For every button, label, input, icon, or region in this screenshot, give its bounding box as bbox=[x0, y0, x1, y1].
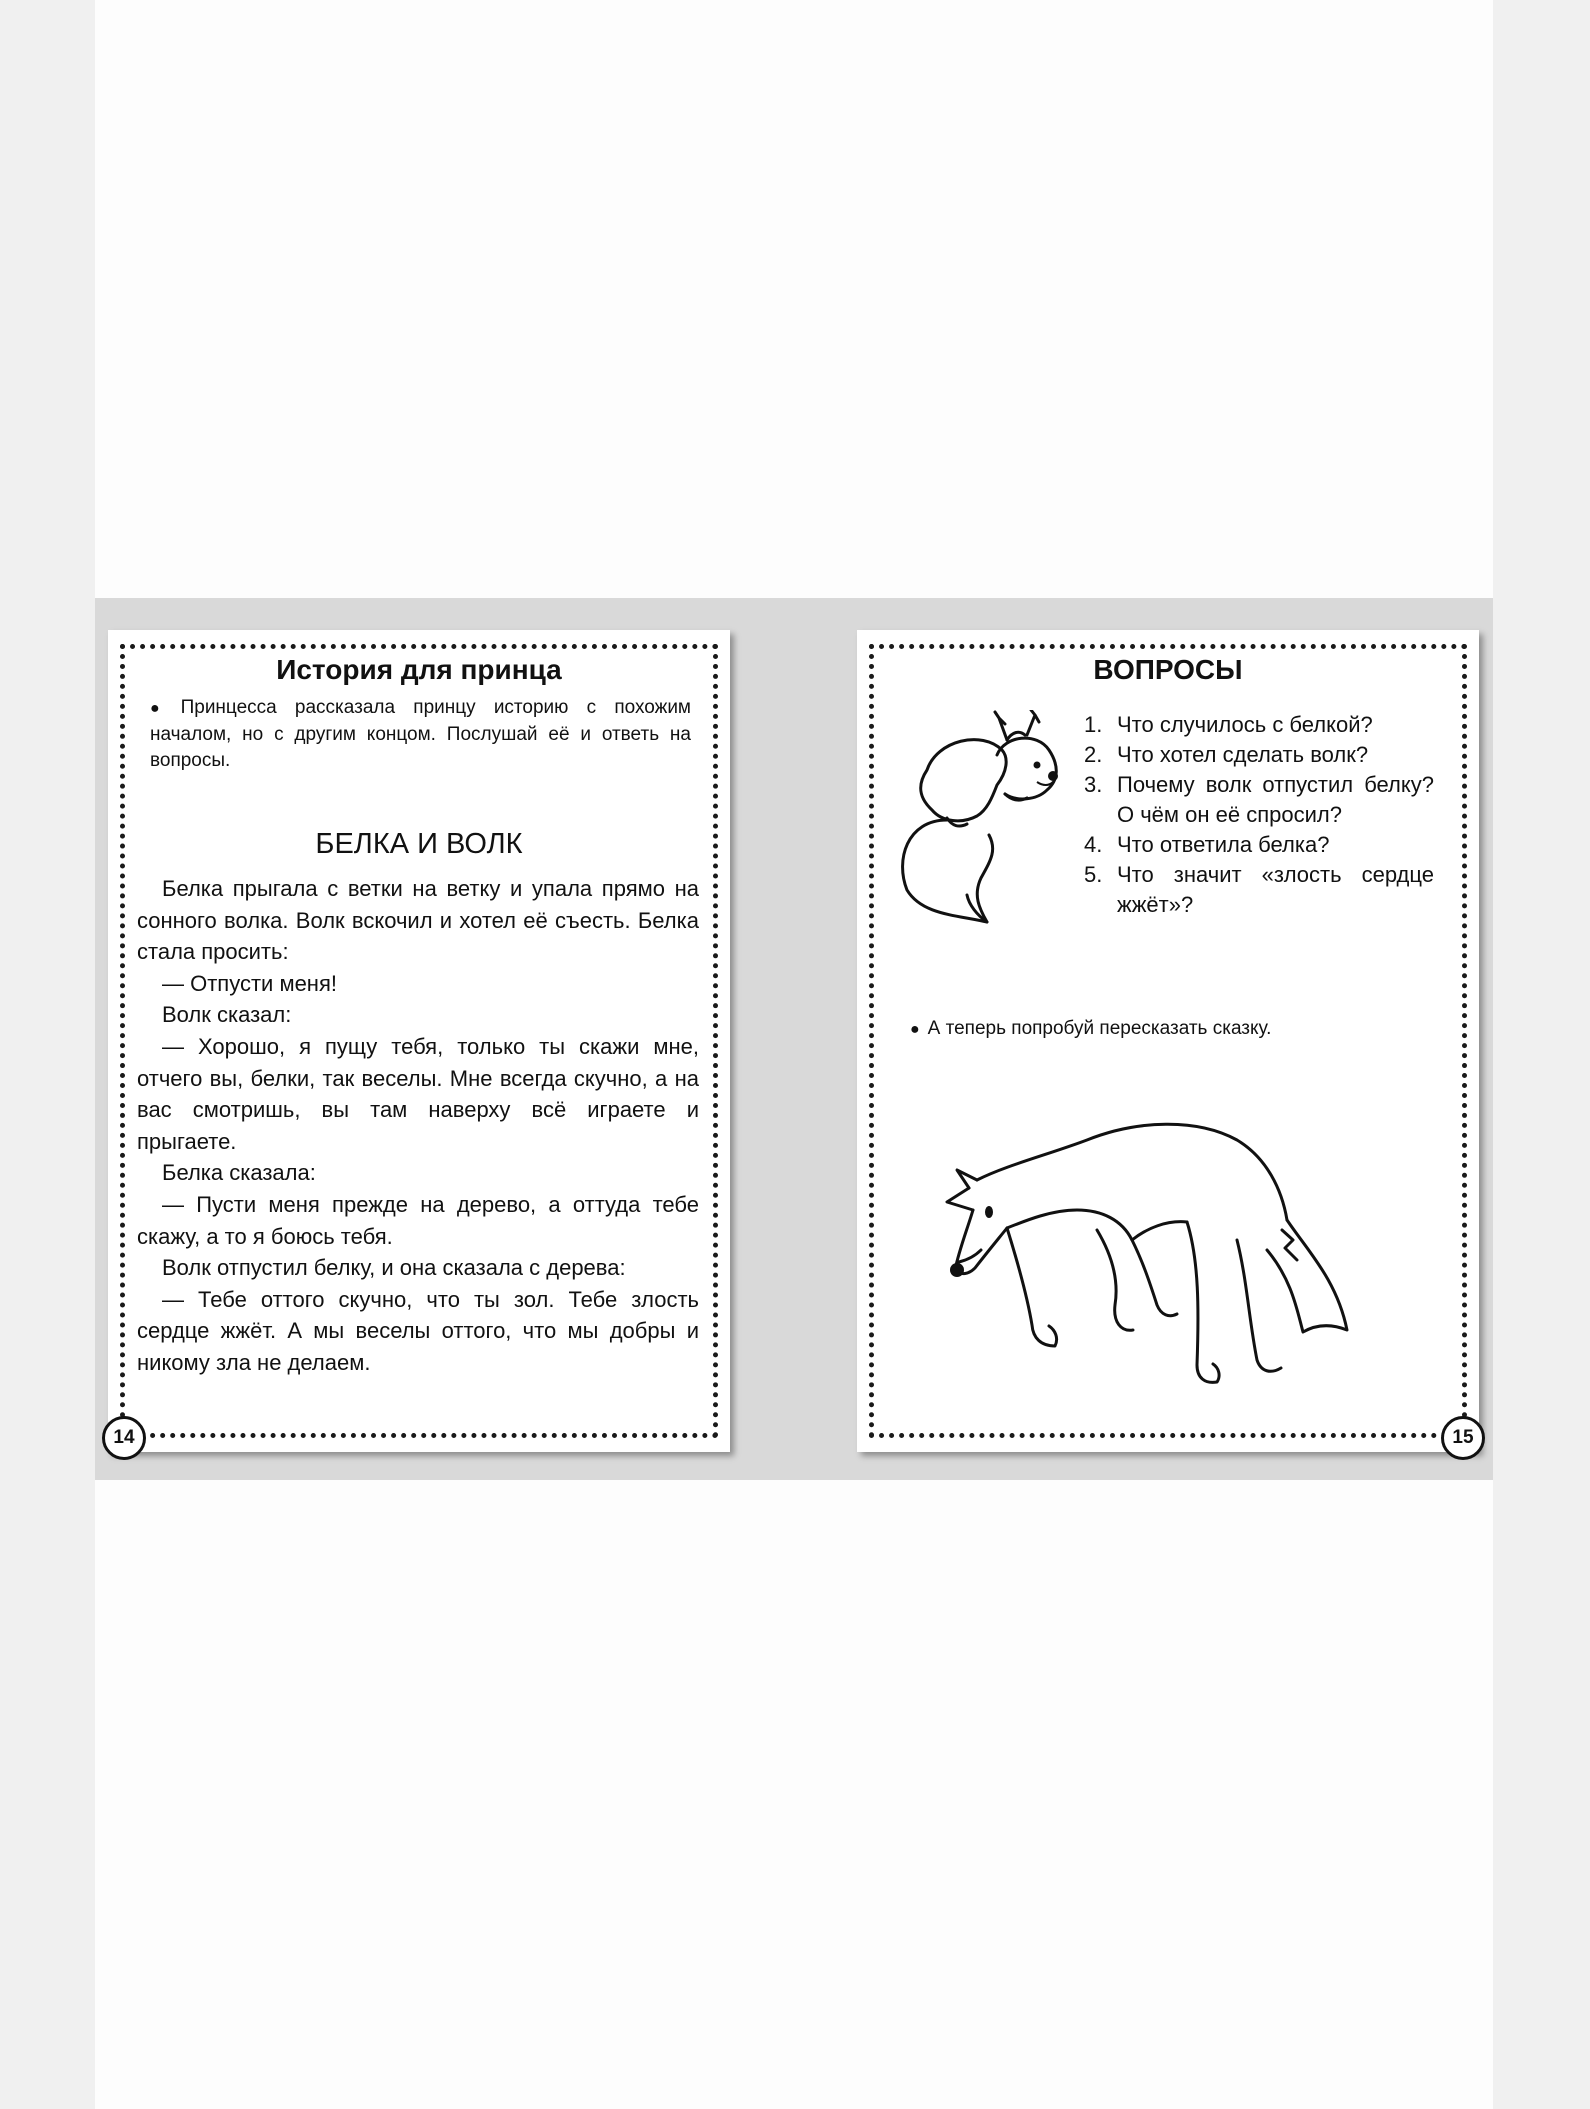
story-paragraph: Волк сказал: bbox=[162, 1002, 292, 1028]
story-paragraph: — Хорошо, я пущу тебя, только ты скажи мне, отчего вы, белки, так веселы. Мне всегда скучно, а на вас смотришь, вы там наверху всё играете и прыгаете. bbox=[137, 1033, 699, 1154]
intro-instruction bbox=[150, 695, 691, 774]
question-item: 2. Что хотел сделать волк? bbox=[1084, 742, 1369, 767]
left-page bbox=[108, 630, 730, 1452]
intro-text: Принцесса рассказала принцу историю с похожим началом, но с другим концом. Послушай её и ответь на вопросы. bbox=[150, 697, 691, 771]
story-paragraph: Белка сказала: bbox=[162, 1160, 316, 1186]
story-paragraph: Белка прыгала с ветки на ветку и упала прямо на сонного волка. Волк вскочил и хотел её съесть. Белка стала просить: bbox=[137, 876, 699, 965]
story-paragraph: Волк отпустил белку, и она сказала с дерева: bbox=[162, 1255, 626, 1281]
squirrel-icon bbox=[887, 710, 1077, 930]
bullet-dot-icon: ● bbox=[910, 1021, 920, 1038]
page-number: 15 bbox=[1441, 1416, 1485, 1460]
page-number: 14 bbox=[102, 1416, 146, 1460]
question-item: 1. Что случилось с белкой? bbox=[1084, 712, 1373, 737]
bullet-dot-icon: ● bbox=[150, 700, 173, 717]
question-item: 4. Что ответила белка? bbox=[1084, 832, 1330, 857]
story-title: БЕЛКА И ВОЛК bbox=[315, 828, 523, 860]
question-item: 3. Почему волк отпустил белку? О чём он её спросил? bbox=[1084, 772, 1434, 827]
page-title: История для принца bbox=[276, 654, 562, 685]
retell-instruction bbox=[910, 1016, 1430, 1043]
question-item: 5. Что значит «злость сердце жжёт»? bbox=[1084, 862, 1434, 917]
wolf-icon bbox=[937, 1110, 1357, 1410]
questions-title: ВОПРОСЫ bbox=[1093, 654, 1243, 685]
story-paragraph: — Пусти меня прежде на дерево, а оттуда тебе скажу, а то я боюсь тебя. bbox=[137, 1191, 699, 1249]
questions-list bbox=[1084, 710, 1434, 920]
story-paragraph: — Тебе оттого скучно, что ты зол. Тебе злость сердце жжёт. А мы веселы оттого, что мы добры и никому зла не делаем. bbox=[137, 1286, 699, 1375]
right-page bbox=[857, 630, 1479, 1452]
retell-text: А теперь попробуй пересказать сказку. bbox=[927, 1018, 1272, 1039]
story-text bbox=[137, 873, 699, 1379]
story-paragraph: — Отпусти меня! bbox=[162, 970, 337, 996]
